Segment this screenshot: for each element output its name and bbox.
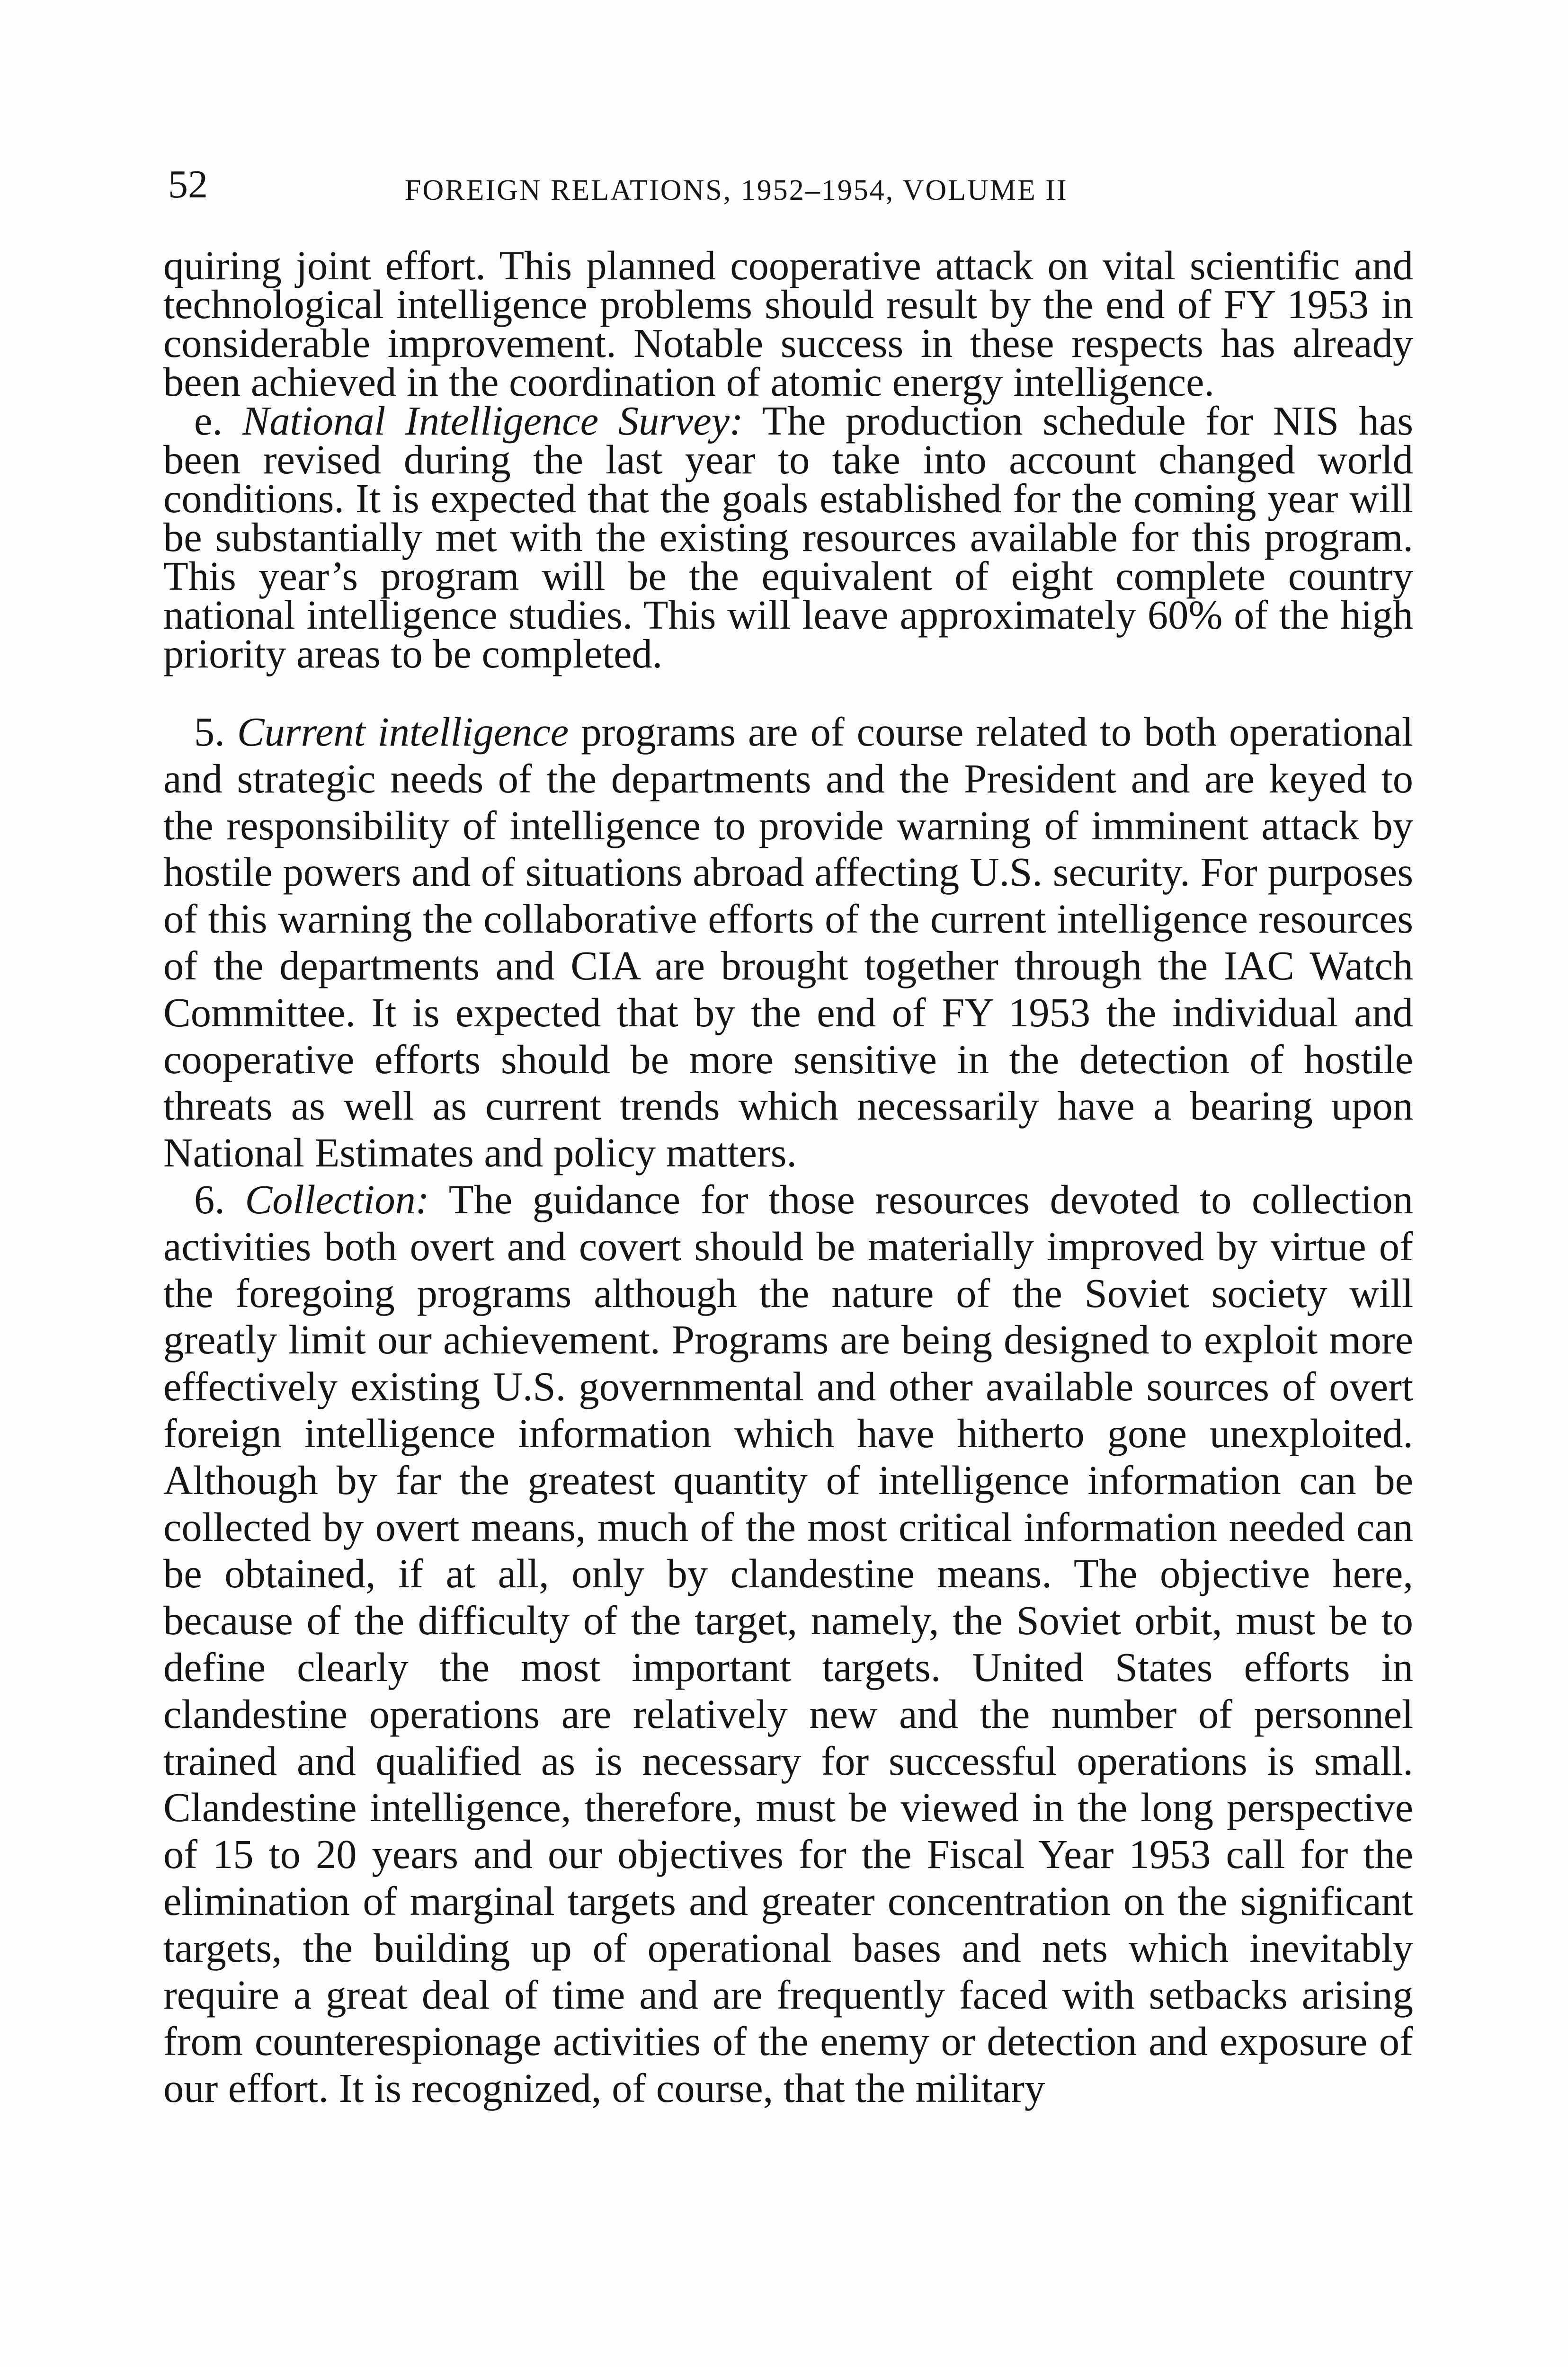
paragraph-lead: 6. (194, 1176, 225, 1222)
section-4-block (163, 243, 1413, 676)
paragraph-lead: e. (194, 398, 223, 444)
page-header (168, 161, 1413, 218)
paragraph-title: Collection: (245, 1176, 429, 1222)
page-number: 52 (168, 162, 208, 206)
paragraph-text: The guidance for those resources devoted to collection activities both overt and covert should be materially improved by virtue of the foregoing programs although the nature of the Soviet society will greatly limit our achievement. Programs are being designed to exploit more effectively existing U.S. governmental and other available sources of overt foreign intelligence information which have hitherto gone unexploited. Although by far the greatest quantity of intelligence information can be collected by overt means, much of the most critical information needed can be obtained, if at all, only by clandestine means. The objective here, because of the difficulty of the target, namely, the Soviet orbit, must be to define clearly the most important targets. United States efforts in clandestine operations are relatively new and the number of personnel trained and qualified as is necessary for successful operations is small. Clandestine intelligence, therefore, must be viewed in the long perspective of 15 to 20 years and our objectives for the Fiscal Year 1953 call for the elimination of marginal targets and greater concentration on the significant targets, the building up of operational bases and nets which inevitably require a great deal of time and are frequently faced with setbacks arising from counterespionage activities of the enemy or detection and exposure of our effort. It is recognized, of course, that the military (163, 1176, 1413, 2111)
running-title: FOREIGN RELATIONS, 1952–1954, VOLUME II (405, 174, 1068, 206)
paragraph-text: The production schedule for NIS has been revised during the last year to take into account changed world conditions. It is expected that the goals established for the coming year will be substantially met with the existing resources available for this program. This year’s program will be the equivalent of eight complete country national intelligence studies. This will leave approximately 60% of the high priority areas to be completed. (163, 398, 1413, 676)
paragraph-continuation (163, 243, 1413, 405)
paragraph-text: quiring joint effort. This planned cooperative attack on vital scientific and technological intelligence problems should result by the end of FY 1953 in considerable improvement. Notable success in these respects has already been achieved in the coordination of atomic energy intelligence. (163, 243, 1413, 405)
paragraph-title: National Intelligence Survey: (242, 398, 743, 444)
paragraph-title: Current intelligence (237, 709, 569, 755)
paragraph-collection (163, 1176, 1413, 2112)
paragraph-current-intelligence (163, 709, 1413, 1176)
body-text (163, 243, 1414, 2112)
paragraph-nis (163, 398, 1413, 676)
paragraph-lead: 5. (194, 709, 225, 755)
paragraph-text: programs are of course related to both operational and strategic needs of the departments and the President and are keyed to the responsibility of intelligence to provide warning of imminent attack by hostile powers and of situations abroad affecting U.S. security. For purposes of this warning the collaborative efforts of the current intelligence resources of the departments and CIA are brought together through the IAC Watch Committee. It is expected that by the end of FY 1953 the individual and cooperative efforts should be more sensitive in the detection of hostile threats as well as current trends which necessarily have a bearing upon National Estimates and policy matters. (163, 709, 1414, 1176)
